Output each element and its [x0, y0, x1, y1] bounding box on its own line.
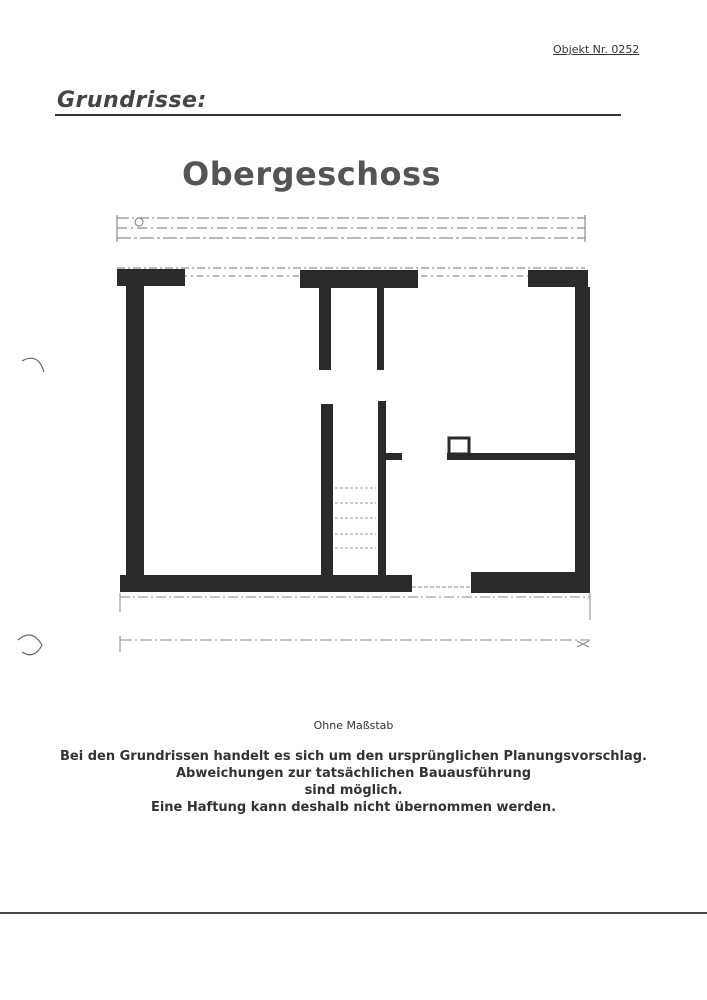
disclaimer	[40, 748, 667, 816]
bottom-rule	[0, 912, 707, 914]
disclaimer-line: Abweichungen zur tatsächlichen Bauausführung	[175, 766, 532, 781]
punch-hole-marks	[18, 358, 44, 655]
walls	[117, 269, 590, 593]
chimney	[449, 438, 469, 454]
section-title: Grundrisse:	[57, 88, 207, 113]
disclaimer-line: Bei den Grundrissen handelt es sich um den ursprünglichen Planungsvorschlag.	[60, 749, 647, 764]
scale-note: Ohne Maßstab	[313, 719, 394, 732]
disclaimer-line: sind möglich.	[304, 783, 403, 798]
disclaimer-line: Eine Haftung kann deshalb nicht übernommen werden.	[150, 800, 557, 815]
object-number: Objekt Nr. 0252	[553, 43, 640, 56]
dimension-lines	[120, 587, 590, 652]
roof-outline-lines	[117, 215, 585, 276]
stair-treads	[335, 488, 376, 548]
floor-title: Obergeschoss	[182, 155, 442, 193]
